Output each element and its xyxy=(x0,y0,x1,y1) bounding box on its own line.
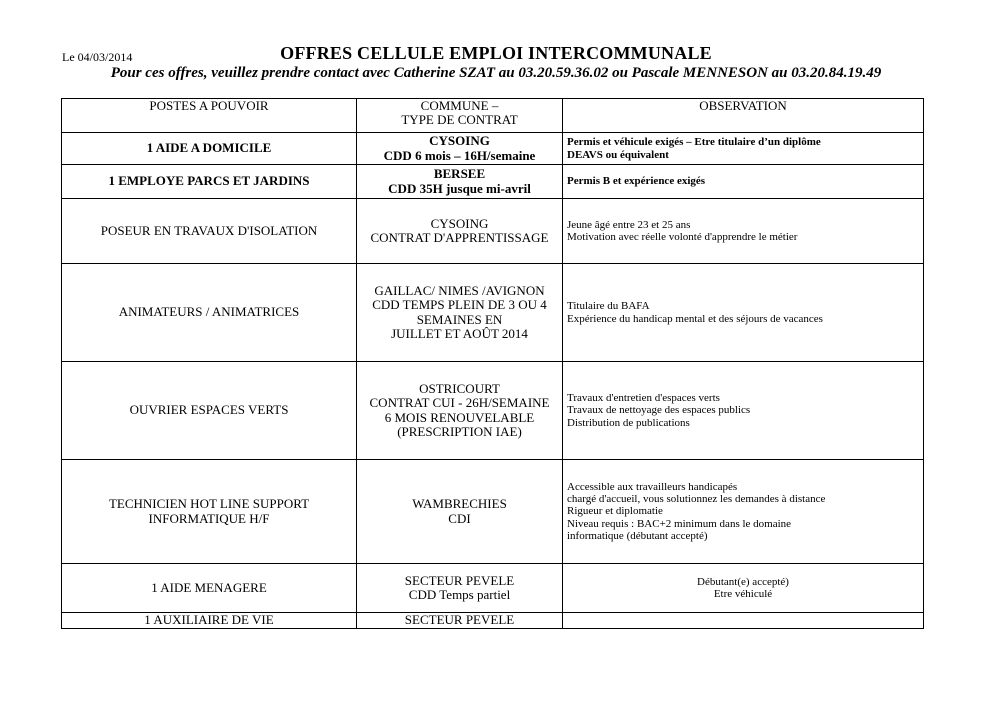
poste-cell: 1 AIDE A DOMICILE xyxy=(62,133,357,165)
poste-cell: ANIMATEURS / ANIMATRICES xyxy=(62,264,357,362)
document-date: Le 04/03/2014 xyxy=(62,50,133,64)
commune-cell: OSTRICOURT CONTRAT CUI - 26H/SEMAINE 6 MOIS RENOUVELABLE (PRESCRIPTION IAE) xyxy=(357,362,563,460)
commune-cell: CYSOING CONTRAT D'APPRENTISSAGE xyxy=(357,199,563,264)
observation-cell: Permis B et expérience exigés xyxy=(563,165,924,199)
observation-cell: Jeune âgé entre 23 et 25 ans Motivation avec réelle volonté d'apprendre le métier xyxy=(563,199,924,264)
commune-cell: BERSEE CDD 35H jusque mi-avril xyxy=(357,165,563,199)
observation-cell: Débutant(e) accepté) Etre véhiculé xyxy=(563,564,924,613)
table-header-row xyxy=(62,99,924,133)
observation-cell: Travaux d'entretien d'espaces verts Travaux de nettoyage des espaces publics Distribution de publications xyxy=(563,362,924,460)
table-row xyxy=(62,613,924,629)
contact-subtitle: Pour ces offres, veuillez prendre contact avec Catherine SZAT au 03.20.59.36.02 ou Pascale MENNESON au 03.20.84.19.49 xyxy=(110,65,882,81)
table-row xyxy=(62,460,924,564)
commune-cell: SECTEUR PEVELE CDD Temps partiel xyxy=(357,564,563,613)
observation-cell: Accessible aux travailleurs handicapés chargé d'accueil, vous solutionnez les demandes à distance Rigueur et diplomatie Niveau requis : BAC+2 minimum dans le domaine informatique (débutant accepté) xyxy=(563,460,924,564)
table-row xyxy=(62,133,924,165)
commune-cell: SECTEUR PEVELE xyxy=(357,613,563,629)
table-row xyxy=(62,264,924,362)
document-title: OFFRES CELLULE EMPLOI INTERCOMMUNALE xyxy=(280,43,712,63)
job-offers-table xyxy=(61,98,924,629)
poste-cell: OUVRIER ESPACES VERTS xyxy=(62,362,357,460)
table-row xyxy=(62,362,924,460)
commune-cell: CYSOING CDD 6 mois – 16H/semaine xyxy=(357,133,563,165)
table-row xyxy=(62,564,924,613)
table-row xyxy=(62,165,924,199)
poste-cell: POSEUR EN TRAVAUX D'ISOLATION xyxy=(62,199,357,264)
header-poste: POSTES A POUVOIR xyxy=(62,99,357,133)
observation-cell xyxy=(563,613,924,629)
header-observation: OBSERVATION xyxy=(563,99,924,133)
commune-cell: WAMBRECHIES CDI xyxy=(357,460,563,564)
observation-cell: Permis et véhicule exigés – Etre titulaire d’un diplôme DEAVS ou équivalent xyxy=(563,133,924,165)
poste-cell: 1 AUXILIAIRE DE VIE xyxy=(62,613,357,629)
table-row xyxy=(62,199,924,264)
observation-cell: Titulaire du BAFA Expérience du handicap mental et des séjours de vacances xyxy=(563,264,924,362)
poste-cell: TECHNICIEN HOT LINE SUPPORT INFORMATIQUE H/F xyxy=(62,460,357,564)
commune-cell: GAILLAC/ NIMES /AVIGNON CDD TEMPS PLEIN DE 3 OU 4 SEMAINES EN JUILLET ET AOÛT 2014 xyxy=(357,264,563,362)
poste-cell: 1 EMPLOYE PARCS ET JARDINS xyxy=(62,165,357,199)
poste-cell: 1 AIDE MENAGERE xyxy=(62,564,357,613)
header-commune: COMMUNE – TYPE DE CONTRAT xyxy=(357,99,563,133)
